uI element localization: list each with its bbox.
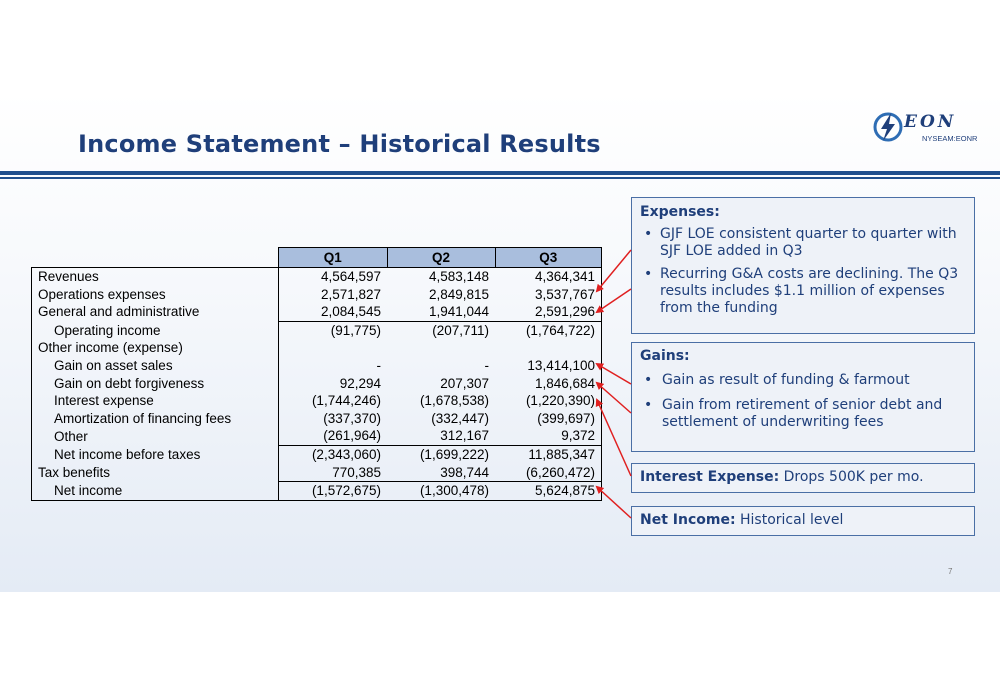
cell-q2: - xyxy=(484,357,489,373)
cell-q1: 770,385 xyxy=(279,464,388,482)
cell-q3: 13,414,100 xyxy=(527,357,595,373)
row-label: Operations expenses xyxy=(32,286,279,304)
cell-q1: (1,572,675) xyxy=(311,483,381,499)
cell-q2: 398,744 xyxy=(387,464,495,482)
cell-q3: 9,372 xyxy=(495,427,602,445)
arrow-to-operations-expenses xyxy=(597,250,631,291)
cell-q1: (337,370) xyxy=(323,410,381,426)
cell-q3: (399,697) xyxy=(537,410,595,426)
cell-q2: 4,583,148 xyxy=(428,269,489,284)
cell-q1: 4,564,597 xyxy=(320,269,381,284)
interest-expense-text: Drops 500K per mo. xyxy=(779,469,924,485)
arrow-to-net-income xyxy=(597,487,631,518)
expenses-bullet: • GJF LOE consistent quarter to quarter with SJF LOE added in Q3 xyxy=(640,226,974,260)
cell-q3: 5,624,875 xyxy=(534,483,595,499)
cell-q3: (1,764,722) xyxy=(525,322,595,338)
row-label: Operating income xyxy=(32,321,279,339)
cell-q2: (332,447) xyxy=(431,410,489,426)
row-label: Amortization of financing fees xyxy=(32,410,279,428)
row-label: Revenues xyxy=(32,268,279,286)
arrow-to-interest-expense xyxy=(597,400,631,476)
cell-q1: (1,744,246) xyxy=(311,393,381,409)
logo-ticker: NYSEAM:EONR xyxy=(922,134,978,143)
cell-q1: 2,084,545 xyxy=(279,303,388,321)
cell-q3: 11,885,347 xyxy=(528,446,595,462)
net-income-text: Historical level xyxy=(735,512,844,528)
cell-q2: 1,941,044 xyxy=(387,303,495,321)
row-label: General and administrative xyxy=(32,303,279,321)
cell-q3: 1,846,684 xyxy=(534,375,595,391)
logo-name: EON xyxy=(904,112,957,132)
interest-expense-heading: Interest Expense: xyxy=(640,469,780,485)
cell-q2: 207,307 xyxy=(440,375,489,391)
cell-q1: (91,775) xyxy=(330,322,381,338)
cell-q1: (261,964) xyxy=(279,427,388,445)
cell-q2: 312,167 xyxy=(387,427,495,445)
expenses-heading: Expenses: xyxy=(640,204,720,220)
cell-q2: 2,849,815 xyxy=(428,286,489,302)
row-label: Other xyxy=(32,427,279,445)
cell-q2: (1,300,478) xyxy=(419,483,489,499)
cell-q3: 4,364,341 xyxy=(534,269,595,284)
cell-q2: (1,678,538) xyxy=(419,393,489,409)
row-label: Net income before taxes xyxy=(32,445,279,463)
row-label: Gain on debt forgiveness xyxy=(32,375,279,393)
arrow-to-gain-on-debt-forgiveness xyxy=(597,383,631,413)
gains-bullet: • Gain from retirement of senior debt and settlement of underwriting fees xyxy=(640,397,974,431)
row-label: Tax benefits xyxy=(32,464,279,482)
cell-q3: 2,591,296 xyxy=(495,303,602,321)
cell-q3: 3,537,767 xyxy=(534,286,595,302)
row-label: Net income xyxy=(32,482,279,501)
cell-q3: (1,220,390) xyxy=(525,393,595,409)
page-title: Income Statement – Historical Results xyxy=(78,130,601,158)
gains-bullet: • Gain as result of funding & farmout xyxy=(640,372,974,389)
row-label: Other income (expense) xyxy=(32,339,279,357)
cell-q1: (2,343,060) xyxy=(311,446,381,462)
gains-heading: Gains: xyxy=(640,348,690,364)
cell-q1: 2,571,827 xyxy=(320,286,381,302)
page-number: 7 xyxy=(948,567,953,576)
expenses-bullet: • Recurring G&A costs are declining. The Q3 results includes $1.1 million of expenses from the funding xyxy=(640,266,974,317)
arrow-to-general-administrative xyxy=(597,289,631,312)
column-header-q2: Q2 xyxy=(387,248,495,268)
row-label: Gain on asset sales xyxy=(32,357,279,375)
column-header-q1: Q1 xyxy=(279,248,388,268)
cell-q1: - xyxy=(376,357,381,373)
cell-q1: 92,294 xyxy=(339,375,381,391)
cell-q2: (207,711) xyxy=(432,322,489,338)
cell-q2: (1,699,222) xyxy=(419,446,489,462)
cell-q3: (6,260,472) xyxy=(495,464,602,482)
column-header-q3: Q3 xyxy=(495,248,602,268)
net-income-heading: Net Income: xyxy=(640,512,736,528)
row-label: Interest expense xyxy=(32,392,279,410)
arrow-to-gain-on-asset-sales xyxy=(597,364,631,384)
